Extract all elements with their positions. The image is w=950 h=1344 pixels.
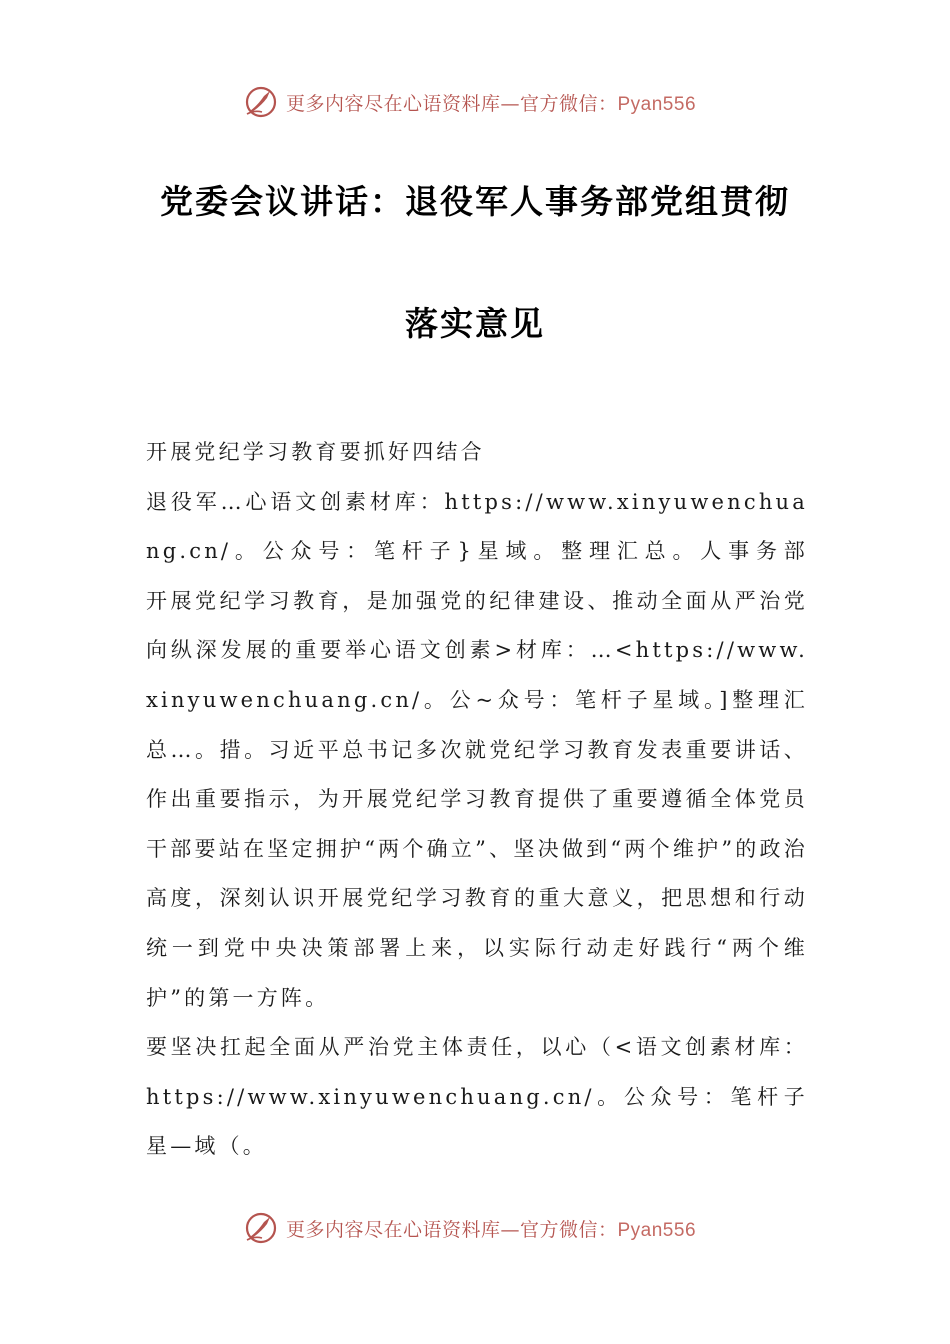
paragraph: 要坚决扛起全面从严治党主体责任，以心（<语文创素材库：https://www.xinyuwenchuang.cn/。公众号：笔杆子星—域（。	[146, 1035, 808, 1159]
watermark-wechat-id: Pyan556	[617, 1219, 697, 1241]
footer-watermark	[0, 1208, 950, 1248]
watermark-text: 更多内容尽在心语资料库—官方微信：Pyan556	[285, 1218, 697, 1241]
watermark-wechat-id: Pyan556	[617, 93, 697, 115]
page-title-line-1: 党委会议讲话：退役军人事务部党组贯彻	[160, 182, 790, 221]
watermark-group	[244, 1211, 696, 1245]
pen-logo-icon	[244, 85, 278, 119]
document-body	[146, 428, 808, 1172]
paragraph: 开展党纪学习教育要抓好四结合	[146, 440, 485, 464]
page-title-line-2: 落实意见	[405, 304, 545, 343]
watermark-group	[244, 85, 696, 119]
pen-logo-icon	[244, 1211, 278, 1245]
header-watermark	[0, 82, 950, 122]
watermark-text: 更多内容尽在心语资料库—官方微信：Pyan556	[285, 92, 697, 115]
paragraph: 退役军…心语文创素材库：https://www.xinyuwenchuang.cn/。公众号：笔杆子}星域。整理汇总。人事务部	[146, 489, 808, 564]
paragraph: 开展党纪学习教育，是加强党的纪律建设、推动全面从严治党向纵深发展的重要举心语文创素>材库：…<https://www.xinyuwenchuang.cn/。公~众号：笔杆子星域。]整理汇总…。措。习近平总书记多次就党纪学习教育发表重要讲话、作出重要指示，为开展党纪学习教育提供了重要遵循全体党员干部要站在坚定拥护“两个确立”、坚决做到“两个维护”的政治高度，深刻认识开展党纪学习教育的重大意义，把思想和行动统一到党中央决策部署上来，以实际行动走好践行“两个维护”的第一方阵。	[146, 588, 808, 1010]
